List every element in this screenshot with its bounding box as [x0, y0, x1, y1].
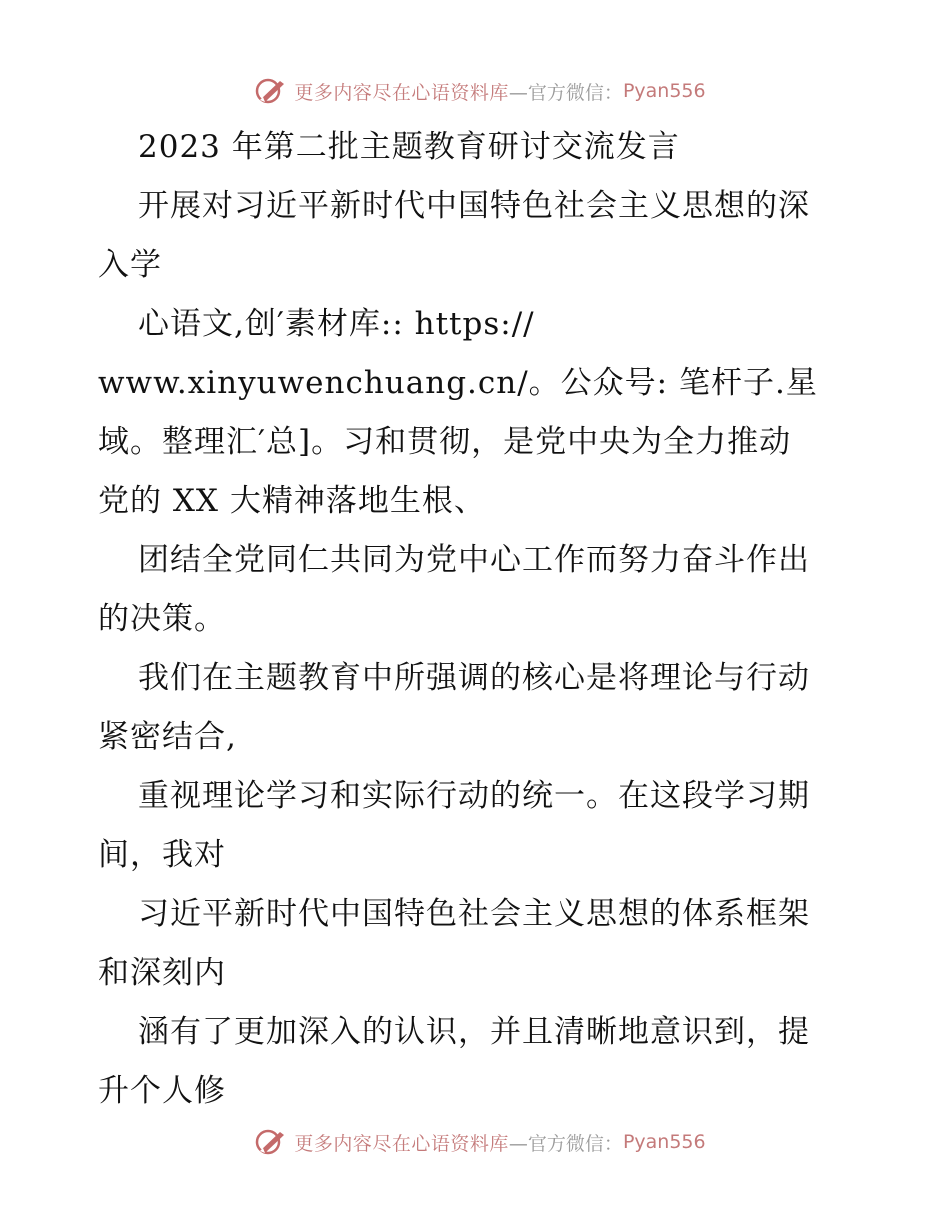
watermark-label: —官方微信： — [508, 1132, 623, 1155]
paragraph-line: 习近平新时代中国特色社会主义思想的体系框架 — [138, 896, 810, 932]
watermark-wechat-id: Pyan556 — [622, 80, 706, 102]
paragraph-line: 入学 — [98, 247, 162, 283]
watermark-label: —官方微信： — [508, 81, 623, 104]
watermark-header — [0, 76, 950, 111]
paragraph-line: 心语文,创′素材库:: https:// — [138, 306, 535, 342]
paragraph-line: 涵有了更加深入的认识，并且清晰地意识到，提 — [138, 1014, 810, 1050]
paragraph-line: 紧密结合, — [98, 719, 237, 755]
paragraph-line: 党的 XX 大精神落地生根、 — [98, 483, 486, 519]
document-body — [98, 118, 858, 1121]
paragraph-line: 升个人修 — [98, 1073, 226, 1109]
paragraph-line: 我们在主题教育中所强调的核心是将理论与行动 — [138, 660, 810, 696]
paragraph-line: 重视理论学习和实际行动的统一。在这段学习期 — [138, 778, 810, 814]
paragraph-line: 间，我对 — [98, 837, 226, 873]
paragraph-line: 域。整理汇′总]。习和贯彻，是党中央为全力推动 — [98, 424, 792, 460]
watermark-wechat-id: Pyan556 — [622, 1131, 706, 1153]
paragraph-line: 开展对习近平新时代中国特色社会主义思想的深 — [138, 188, 810, 224]
watermark-brand: 更多内容尽在心语资料库 — [294, 1132, 509, 1155]
pen-logo-icon — [254, 76, 288, 106]
pen-logo-icon — [254, 1127, 288, 1157]
document-title: 2023 年第二批主题教育研讨交流发言 — [138, 129, 680, 165]
paragraph-line: 的决策。 — [98, 601, 226, 637]
paragraph-line: www.xinyuwenchuang.cn/。公众号: 笔杆子.星 — [98, 365, 818, 401]
watermark-brand: 更多内容尽在心语资料库 — [294, 81, 509, 104]
paragraph-line: 团结全党同仁共同为党中心工作而努力奋斗作出 — [138, 542, 810, 578]
watermark-footer — [0, 1127, 950, 1162]
paragraph-line: 和深刻内 — [98, 955, 226, 991]
